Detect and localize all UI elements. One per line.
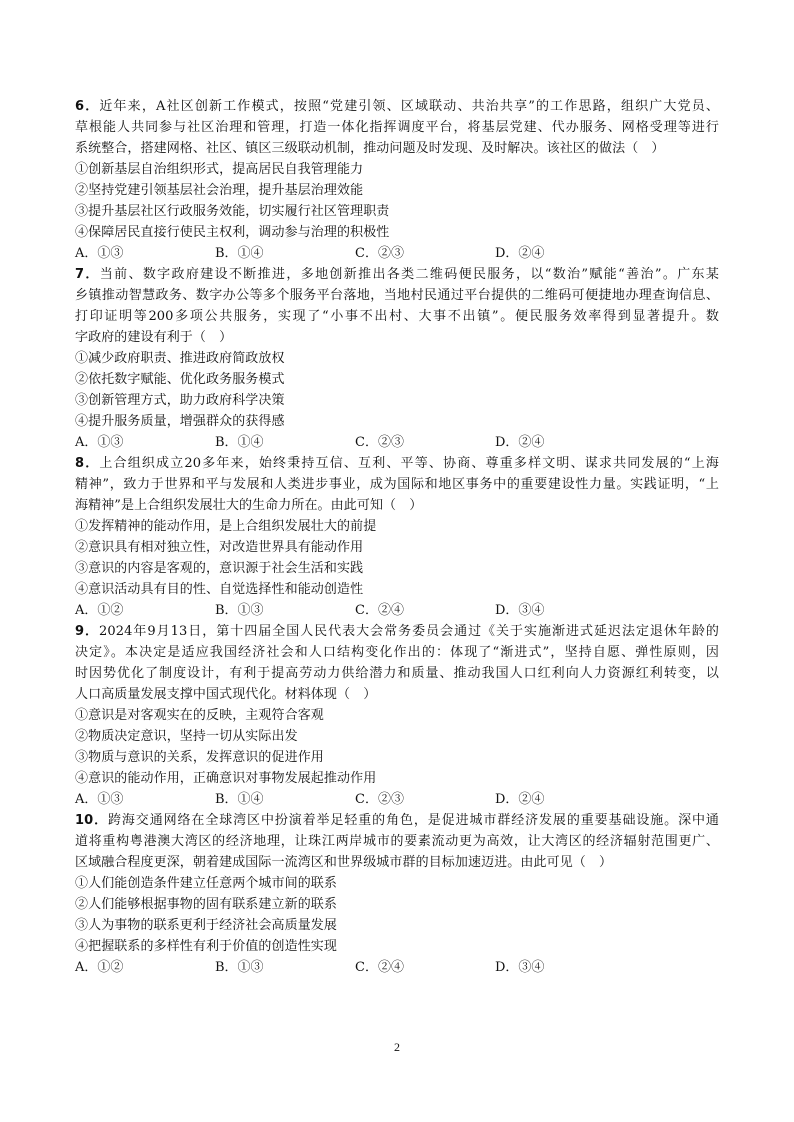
- question-number: 6．: [75, 99, 100, 114]
- stem-line: [75, 117, 719, 138]
- answer-choice-b[interactable]: B．①④: [215, 246, 264, 261]
- statement: ④意识的能动作用，正确意识对事物发展起推动作用: [75, 771, 377, 786]
- statement: ①创新基层自治组织形式，提高居民自我管理能力: [75, 162, 364, 177]
- statement: ①发挥精神的能动作用，是上合组织发展壮大的前提: [75, 519, 377, 534]
- stem-text: 草根能人共同参与社区治理和管理，打造一体化指挥调度平台，将基层党建、代办服务、网格受理等进行: [75, 120, 719, 135]
- question-10: [75, 810, 719, 978]
- statement: ②坚持党建引领基层社会治理，提升基层治理效能: [75, 183, 364, 198]
- question-stem: [75, 810, 719, 873]
- stem-text: 跨海交通网络在全球湾区中扮演着举足轻重的角色，是促进城市群经济发展的重要基础设施。深中通: [108, 813, 719, 828]
- answer-choice-c[interactable]: C．②③: [355, 246, 404, 261]
- answer-choice-a[interactable]: A．①③: [75, 246, 124, 261]
- stem-line: [75, 453, 719, 474]
- stem-text: 系统整合，搭建网格、社区、镇区三级联动机制，推动问题及时发现、及时解决。该社区的做法（ ）: [75, 141, 665, 156]
- answer-choice-c[interactable]: C．②③: [355, 792, 404, 807]
- question-9: [75, 621, 719, 810]
- question-stem: [75, 264, 719, 348]
- stem-line: [75, 663, 719, 684]
- statement: ②物质决定意识，坚持一切从实际出发: [75, 729, 298, 744]
- stem-text: 海精神”是上合组织发展壮大的生命力所在。由此可知（ ）: [75, 498, 423, 513]
- statement: ③物质与意识的关系，发挥意识的促进作用: [75, 750, 324, 765]
- statement: ③意识的内容是客观的，意识源于社会生活和实践: [75, 561, 364, 576]
- question-number: 10．: [75, 813, 108, 828]
- statement: ①意识是对客观实在的反映，主观符合客观: [75, 708, 324, 723]
- question-number: 9．: [75, 624, 100, 639]
- stem-line: [75, 684, 719, 705]
- stem-text: 决定》。本决定是适应我国经济社会和人口结构变化作出的：体现了“渐进式”，坚持自愿、弹性原则，因: [75, 645, 719, 660]
- answer-choice-c[interactable]: C．②④: [355, 603, 404, 618]
- answer-choice-d[interactable]: D．②④: [495, 246, 545, 261]
- answer-choice-d[interactable]: D．②④: [495, 792, 545, 807]
- stem-text: 当前、数字政府建设不断推进，多地创新推出各类二维码便民服务，以“数治”赋能“善治”。广东某: [99, 267, 719, 282]
- stem-line: [75, 327, 719, 348]
- stem-text: 2024年9月13日，第十四届全国人民代表大会常务委员会通过《关于实施渐进式延迟法定退休年龄的: [99, 624, 719, 639]
- stem-text: 字政府的建设有利于（ ）: [75, 330, 233, 345]
- answer-choice-d[interactable]: D．②④: [495, 435, 545, 450]
- question-number: 8．: [75, 456, 100, 471]
- stem-text: 时因势优化了制度设计，有利于提高劳动力供给潜力和质量、推动我国人口红利向人力资源红利转变，以: [75, 666, 719, 681]
- stem-line: [75, 852, 719, 873]
- question-number: 7．: [75, 267, 100, 282]
- stem-line: [75, 306, 719, 327]
- stem-text: 人口高质量发展支撑中国式现代化。材料体现（ ）: [75, 687, 377, 702]
- stem-line: [75, 96, 719, 117]
- statement: ①人们能创造条件建立任意两个城市间的联系: [75, 876, 338, 891]
- statement: ②人们能够根据事物的固有联系建立新的联系: [75, 897, 338, 912]
- question-stem: [75, 453, 719, 516]
- stem-text: 近年来，A社区创新工作模式，按照“党建引领、区域联动、共治共享”的工作思路，组织广大党员、: [99, 99, 719, 114]
- answer-choice-a[interactable]: A．①②: [75, 960, 124, 975]
- stem-line: [75, 138, 719, 159]
- answer-choices: [75, 789, 719, 810]
- question-8: [75, 453, 719, 621]
- exam-page: [75, 96, 719, 978]
- statement: ③人为事物的联系更利于经济社会高质量发展: [75, 918, 338, 933]
- statement: ④保障居民直接行使民主权利，调动参与治理的积极性: [75, 225, 390, 240]
- stem-text: 上合组织成立20多年来，始终秉持互信、互利、平等、协商、尊重多样文明、谋求共同发展的“上海: [99, 456, 719, 471]
- answer-choice-d[interactable]: D．③④: [495, 603, 545, 618]
- answer-choices: [75, 243, 719, 264]
- stem-line: [75, 264, 719, 285]
- statement: ②意识具有相对独立性，对改造世界具有能动作用: [75, 540, 364, 555]
- answer-choice-a[interactable]: A．①③: [75, 792, 124, 807]
- page-number: 2: [394, 1040, 400, 1054]
- stem-text: 道将重构粤港澳大湾区的经济地理，让珠江两岸城市的要素流动更为高效，让大湾区的经济辐射范围更广、: [75, 834, 719, 849]
- answer-choice-c[interactable]: C．②③: [355, 435, 404, 450]
- stem-line: [75, 810, 719, 831]
- answer-choice-d[interactable]: D．③④: [495, 960, 545, 975]
- stem-line: [75, 642, 719, 663]
- statement: ③提升基层社区行政服务效能，切实履行社区管理职责: [75, 204, 390, 219]
- stem-line: [75, 285, 719, 306]
- statement: ②依托数字赋能、优化政务服务模式: [75, 372, 285, 387]
- answer-choice-b[interactable]: B．①④: [215, 792, 264, 807]
- statement: ①减少政府职责、推进政府简政放权: [75, 351, 285, 366]
- stem-text: 精神”，致力于世界和平与发展和人类进步事业，成为国际和地区事务中的重要建设性力量。实践证明，“上: [75, 477, 719, 492]
- answer-choices: [75, 957, 719, 978]
- question-stem: [75, 96, 719, 159]
- statement: ③创新管理方式，助力政府科学决策: [75, 393, 285, 408]
- statement: ④提升服务质量，增强群众的获得感: [75, 414, 285, 429]
- question-7: [75, 264, 719, 453]
- stem-text: 打印证明等200多项公共服务，实现了“小事不出村、大事不出镇”。便民服务效率得到显著提升。数: [75, 309, 719, 324]
- answer-choice-a[interactable]: A．①②: [75, 603, 124, 618]
- statement: ④意识活动具有目的性、自觉选择性和能动创造性: [75, 582, 364, 597]
- answer-choice-c[interactable]: C．②④: [355, 960, 404, 975]
- stem-text: 乡镇推动智慧政务、数字办公等多个服务平台落地，当地村民通过平台提供的二维码可便捷地办理查询信息、: [75, 288, 719, 303]
- answer-choice-a[interactable]: A．①③: [75, 435, 124, 450]
- stem-text: 区域融合程度更深，朝着建成国际一流湾区和世界级城市群的目标加速迈进。由此可见（ ）: [75, 855, 613, 870]
- stem-line: [75, 495, 719, 516]
- stem-line: [75, 831, 719, 852]
- statement: ④把握联系的多样性有利于价值的创造性实现: [75, 939, 338, 954]
- question-stem: [75, 621, 719, 705]
- answer-choice-b[interactable]: B．①③: [215, 603, 264, 618]
- answer-choices: [75, 432, 719, 453]
- answer-choice-b[interactable]: B．①④: [215, 435, 264, 450]
- question-6: [75, 96, 719, 264]
- answer-choices: [75, 600, 719, 621]
- stem-line: [75, 621, 719, 642]
- stem-line: [75, 474, 719, 495]
- answer-choice-b[interactable]: B．①③: [215, 960, 264, 975]
